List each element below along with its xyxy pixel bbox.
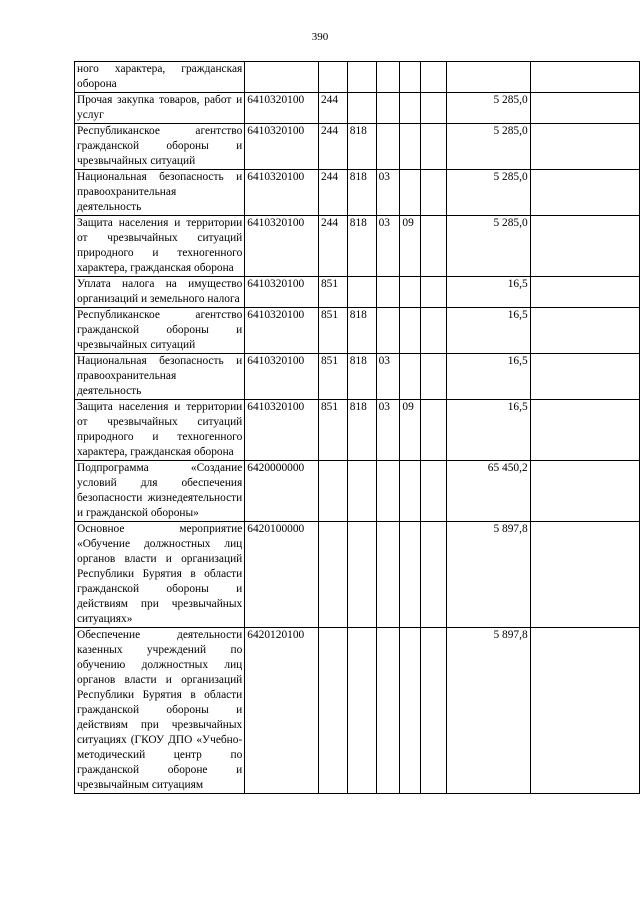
ministry-code [347,93,376,124]
empty-cell [530,628,639,794]
empty-cell [530,124,639,170]
empty-cell [421,628,446,794]
empty-cell [421,170,446,216]
ministry-code: 818 [347,354,376,400]
ministry-code: 818 [347,124,376,170]
target-article-code: 6410320100 [245,308,319,354]
subsection-code [400,354,421,400]
row-name: Подпрограмма «Создание условий для обеспечения безопасности жизнедеятельности и гражданской обороны» [75,461,245,522]
row-name: Национальная безопасность и правоохранительная деятельность [75,354,245,400]
row-name: Прочая закупка товаров, работ и услуг [75,93,245,124]
target-article-code: 6410320100 [245,216,319,277]
table-row [75,400,640,461]
table-row [75,628,640,794]
expense-type-code: 244 [318,216,347,277]
expense-type-code: 851 [318,277,347,308]
expense-type-code: 851 [318,308,347,354]
amount: 16,5 [446,277,530,308]
ministry-code: 818 [347,400,376,461]
subsection-code [400,93,421,124]
target-article-code: 6410320100 [245,277,319,308]
section-code: 03 [376,170,400,216]
target-article-code: 6410320100 [245,93,319,124]
ministry-code: 818 [347,170,376,216]
empty-cell [421,308,446,354]
section-code [376,124,400,170]
target-article-code [245,62,319,93]
target-article-code: 6410320100 [245,400,319,461]
table-row [75,522,640,628]
ministry-code [347,522,376,628]
subsection-code [400,461,421,522]
ministry-code: 818 [347,308,376,354]
target-article-code: 6410320100 [245,354,319,400]
table-row [75,354,640,400]
empty-cell [421,277,446,308]
expense-type-code: 244 [318,170,347,216]
empty-cell [530,308,639,354]
amount: 5 897,8 [446,628,530,794]
expense-type-code [318,522,347,628]
section-code [376,461,400,522]
amount [446,62,530,93]
row-name: Обеспечение деятельности казенных учреждений по обучению должностных лиц органов власти и организаций Республики Бурятия в области гражданской обороны и действиям при чрезвычайных ситуациях (ГКОУ ДПО «Учебно-методический центр по гражданской обороне и чрезвычайным ситуациям [75,628,245,794]
section-code: 03 [376,354,400,400]
empty-cell [530,216,639,277]
subsection-code [400,522,421,628]
expense-type-code [318,62,347,93]
subsection-code [400,277,421,308]
subsection-code [400,62,421,93]
empty-cell [530,93,639,124]
table-row [75,93,640,124]
empty-cell [421,461,446,522]
empty-cell [421,354,446,400]
subsection-code [400,308,421,354]
row-name: Республиканское агентство гражданской обороны и чрезвычайных ситуаций [75,124,245,170]
empty-cell [530,277,639,308]
section-code [376,522,400,628]
empty-cell [421,62,446,93]
table-row [75,308,640,354]
empty-cell [421,124,446,170]
amount: 16,5 [446,308,530,354]
empty-cell [421,93,446,124]
row-name: Основное мероприятие «Обучение должностных лиц органов власти и организаций Республики Бурятия в области гражданской обороны и действиям при чрезвычайных ситуациях» [75,522,245,628]
ministry-code [347,277,376,308]
empty-cell [530,354,639,400]
subsection-code: 09 [400,216,421,277]
section-code [376,628,400,794]
section-code: 03 [376,400,400,461]
target-article-code: 6420120100 [245,628,319,794]
amount: 5 285,0 [446,124,530,170]
empty-cell [421,400,446,461]
ministry-code [347,628,376,794]
ministry-code [347,62,376,93]
row-name: Защита населения и территории от чрезвычайных ситуаций природного и техногенного характера, гражданская оборона [75,400,245,461]
target-article-code: 6420100000 [245,522,319,628]
amount: 5 897,8 [446,522,530,628]
table-row [75,170,640,216]
expense-type-code: 851 [318,400,347,461]
empty-cell [530,522,639,628]
empty-cell [530,62,639,93]
subsection-code [400,124,421,170]
budget-table [74,61,640,794]
expense-type-code: 244 [318,93,347,124]
section-code [376,277,400,308]
expense-type-code [318,461,347,522]
empty-cell [421,522,446,628]
section-code [376,308,400,354]
target-article-code: 6410320100 [245,124,319,170]
section-code [376,93,400,124]
row-name: Республиканское агентство гражданской обороны и чрезвычайных ситуаций [75,308,245,354]
subsection-code: 09 [400,400,421,461]
table-row [75,216,640,277]
section-code [376,62,400,93]
amount: 65 450,2 [446,461,530,522]
page-number: 390 [311,31,329,43]
expense-type-code [318,628,347,794]
table-row [75,461,640,522]
table-body [75,62,640,794]
empty-cell [530,170,639,216]
expense-type-code: 244 [318,124,347,170]
empty-cell [530,461,639,522]
target-article-code: 6410320100 [245,170,319,216]
amount: 16,5 [446,354,530,400]
row-name: ного характера, гражданская оборона [75,62,245,93]
amount: 5 285,0 [446,93,530,124]
amount: 5 285,0 [446,170,530,216]
subsection-code [400,170,421,216]
row-name: Национальная безопасность и правоохранительная деятельность [75,170,245,216]
table-row [75,124,640,170]
table-row [75,62,640,93]
ministry-code [347,461,376,522]
expense-type-code: 851 [318,354,347,400]
table-row [75,277,640,308]
section-code: 03 [376,216,400,277]
empty-cell [421,216,446,277]
empty-cell [530,400,639,461]
subsection-code [400,628,421,794]
ministry-code: 818 [347,216,376,277]
target-article-code: 6420000000 [245,461,319,522]
row-name: Защита населения и территории от чрезвычайных ситуаций природного и техногенного характера, гражданская оборона [75,216,245,277]
amount: 5 285,0 [446,216,530,277]
row-name: Уплата налога на имущество организаций и земельного налога [75,277,245,308]
amount: 16,5 [446,400,530,461]
